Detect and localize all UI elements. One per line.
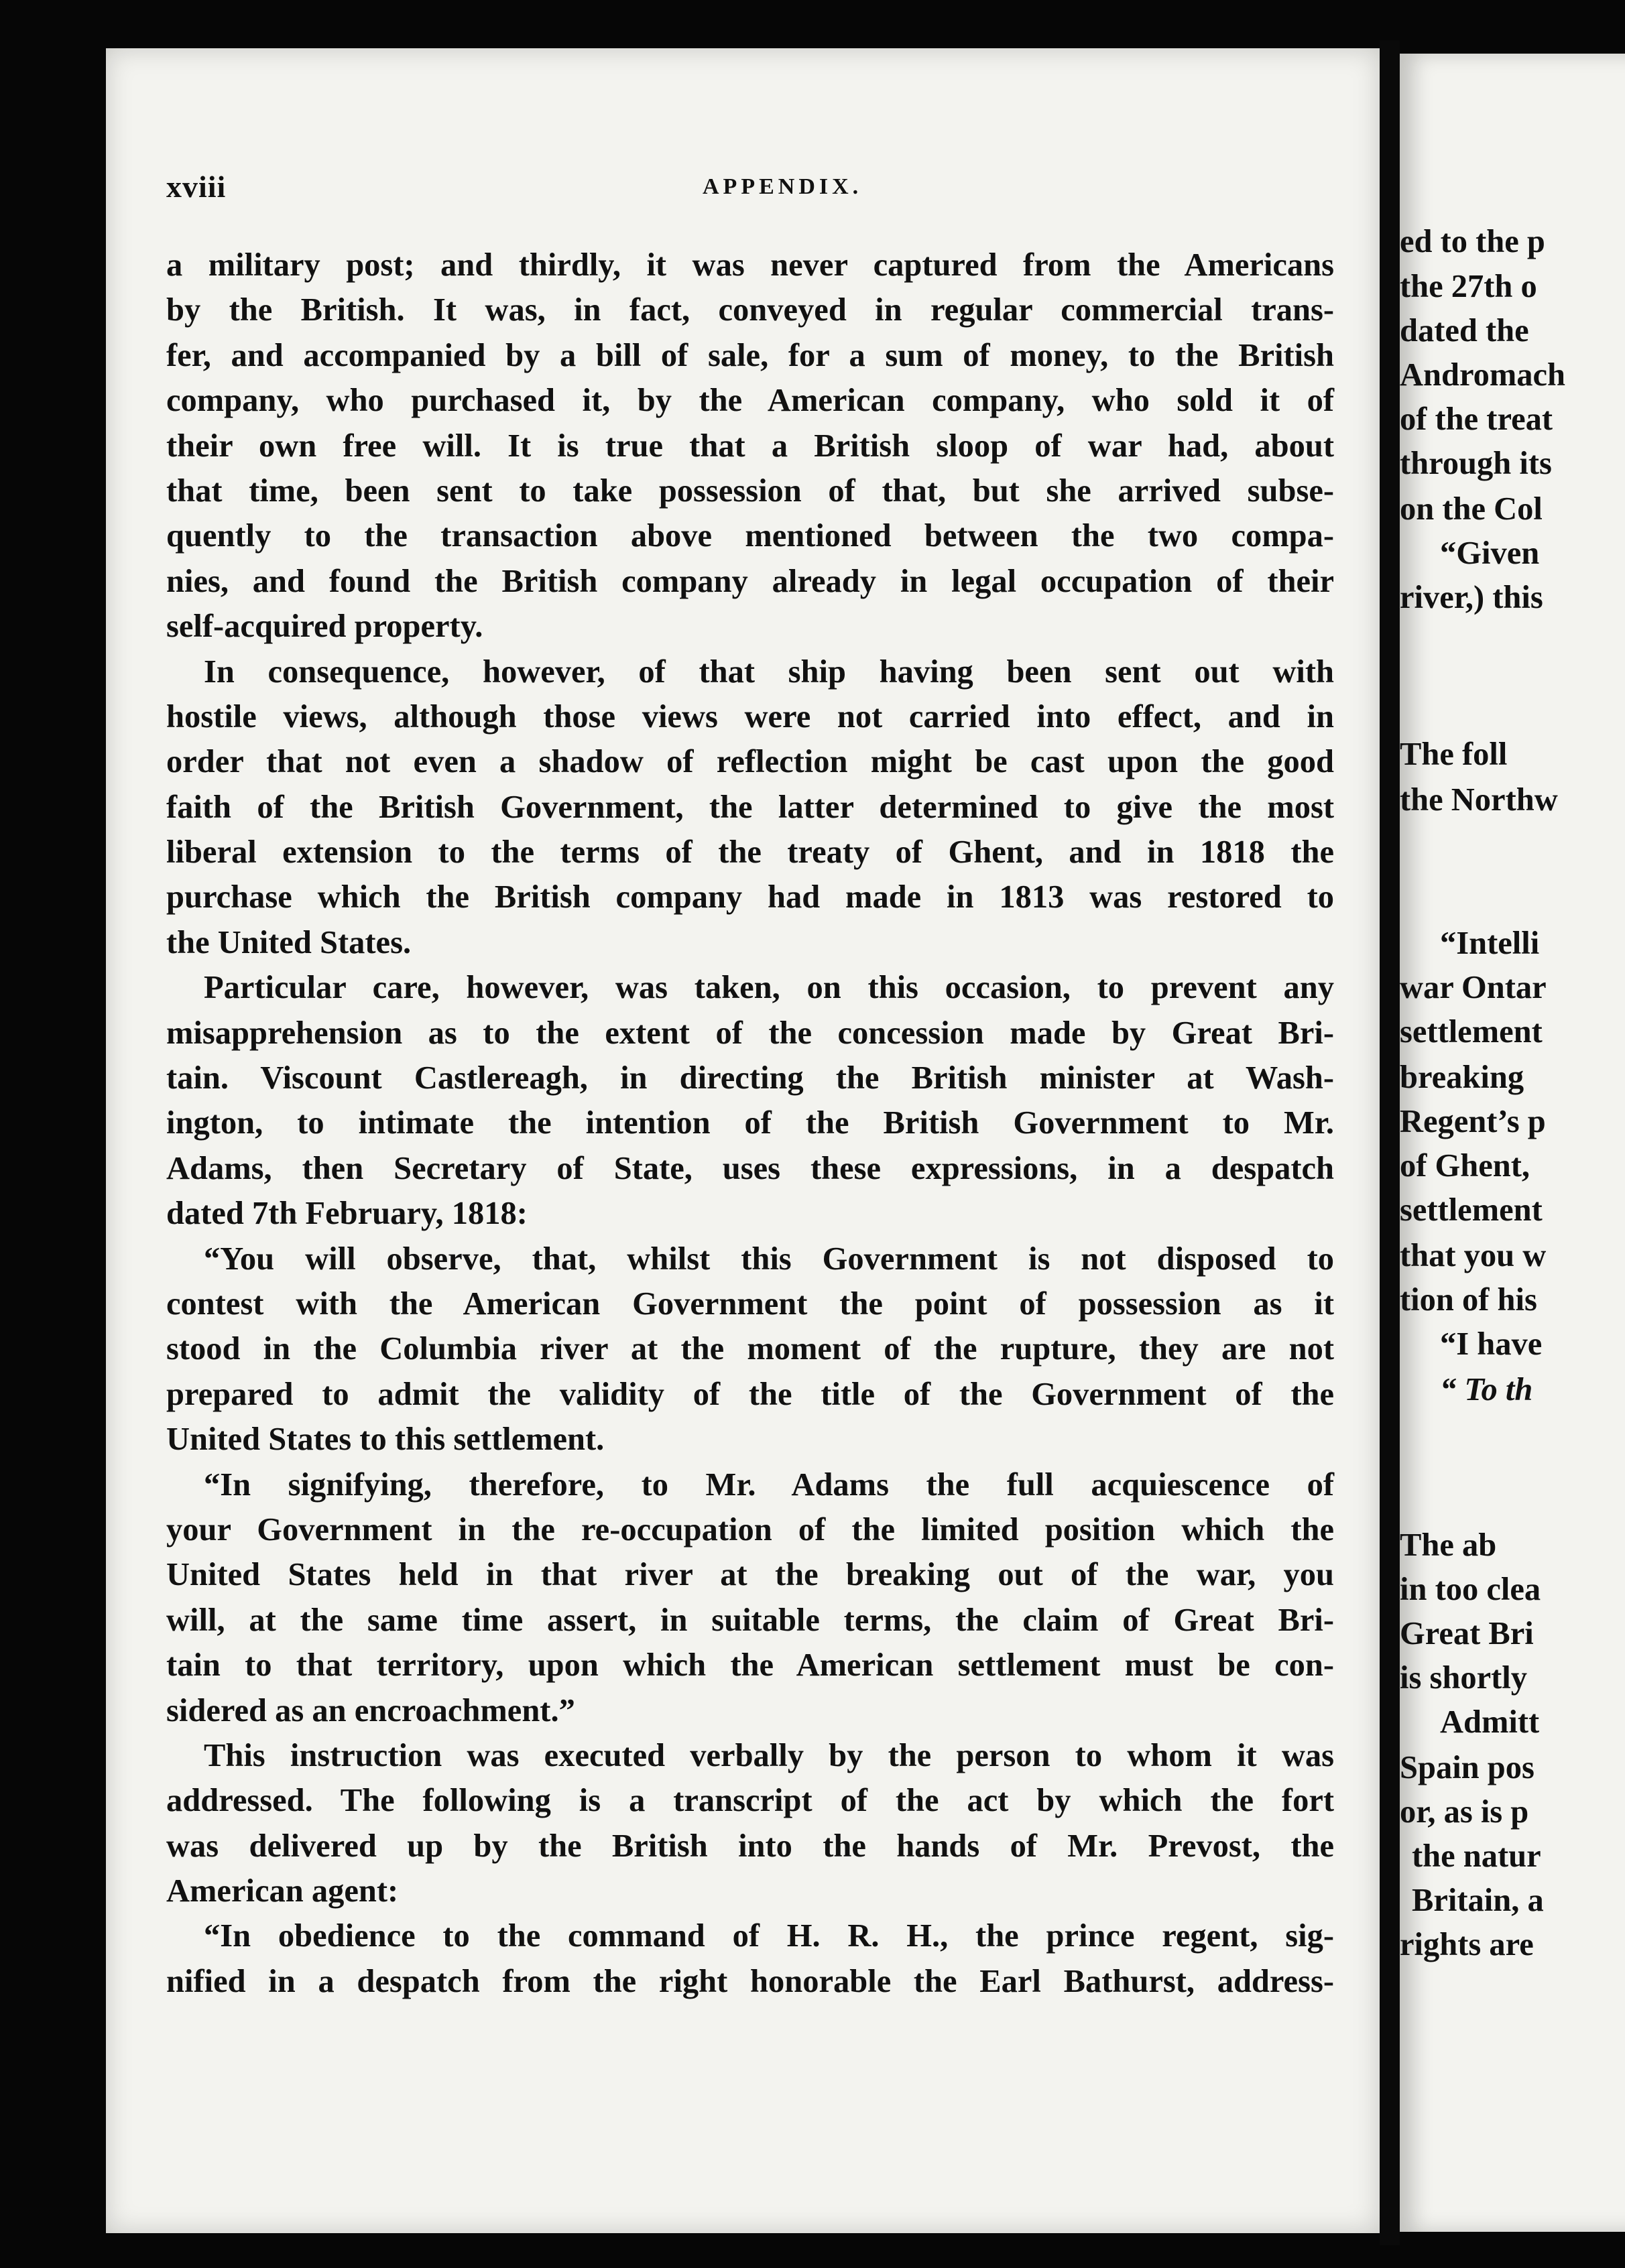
text-line: In consequence, however, of that ship having been sent out with <box>204 653 1334 690</box>
text-line: Particular care, however, was taken, on this occasion, to prevent any <box>204 970 1334 1006</box>
text-line: “In obedience to the command of H. R. H., the prince regent, sig- <box>204 1918 1334 1954</box>
text-line: dated 7th February, 1818: <box>166 1196 528 1232</box>
text-line: nified in a despatch from the right honorable the Earl Bathurst, address- <box>166 1963 1334 1999</box>
text-line: This instruction was executed verbally by the person to whom it was <box>204 1737 1334 1773</box>
text-fragment: river,) this <box>1400 580 1543 615</box>
text-line: American agent: <box>166 1873 399 1909</box>
text-fragment: “ To th <box>1440 1372 1533 1407</box>
text-fragment: the Northw <box>1400 782 1558 818</box>
text-line: stood in the Columbia river at the moment of the rupture, they are not <box>166 1331 1334 1367</box>
text-line: nies, and found the British company already in legal occupation of their <box>166 563 1334 599</box>
text-line: that time, been sent to take possession of that, but she arrived subse- <box>166 472 1334 509</box>
text-line: purchase which the British company had made in 1813 was restored to <box>166 879 1334 916</box>
text-fragment: ed to the p <box>1400 224 1545 259</box>
page-header <box>166 169 1625 209</box>
text-line: United States held in that river at the breaking out of the war, you <box>166 1557 1334 1593</box>
text-fragment: Andromach <box>1400 357 1566 393</box>
text-fragment: Regent’s p <box>1400 1104 1546 1139</box>
text-fragment: breaking <box>1400 1060 1524 1095</box>
page-number: xviii <box>166 170 227 204</box>
text-line: a military post; and thirdly, it was never captured from the Americans <box>166 247 1334 283</box>
text-line: company, who purchased it, by the American company, who sold it of <box>166 383 1334 419</box>
text-fragment: the natur <box>1412 1838 1541 1874</box>
text-fragment: “I have <box>1440 1326 1543 1362</box>
text-fragment: settlement <box>1400 1014 1543 1050</box>
text-line: contest with the American Government the point of possession as it <box>166 1285 1334 1322</box>
text-fragment: rights are <box>1400 1927 1534 1962</box>
text-fragment: through its <box>1400 446 1552 481</box>
text-fragment: war Ontar <box>1400 970 1547 1005</box>
text-fragment: “Given <box>1440 536 1540 571</box>
text-fragment: Admitt <box>1440 1704 1540 1740</box>
text-line: self-acquired property. <box>166 609 483 645</box>
text-fragment: The ab <box>1400 1527 1497 1563</box>
text-fragment: settlement <box>1400 1192 1543 1228</box>
text-fragment: Britain, a <box>1412 1883 1544 1918</box>
running-head: APPENDIX. <box>703 174 863 199</box>
book-gutter <box>1380 40 1400 2245</box>
text-fragment: of the treat <box>1400 401 1553 437</box>
text-line: misapprehension as to the extent of the concession made by Great Bri- <box>166 1015 1334 1051</box>
text-line: Adams, then Secretary of State, uses these expressions, in a despatch <box>166 1150 1334 1186</box>
text-line: the United States. <box>166 924 412 960</box>
text-fragment: tion of his <box>1400 1282 1537 1318</box>
text-line: sidered as an encroachment.” <box>166 1692 575 1728</box>
text-fragment: of Ghent, <box>1400 1148 1530 1184</box>
text-line: tain. Viscount Castlereagh, in directing the British minister at Wash- <box>166 1060 1334 1096</box>
right-page <box>1400 54 1625 2232</box>
text-fragment: Great Bri <box>1400 1616 1534 1651</box>
text-fragment: or, as is p <box>1400 1794 1529 1830</box>
text-fragment: “Intelli <box>1440 926 1540 961</box>
text-fragment: Spain pos <box>1400 1750 1534 1785</box>
text-line: “You will observe, that, whilst this Government is not disposed to <box>204 1241 1334 1277</box>
text-fragment: dated the <box>1400 313 1529 349</box>
text-fragment: The foll <box>1400 737 1508 772</box>
text-fragment: in too clea <box>1400 1572 1541 1607</box>
text-line: was delivered up by the British into the hands of Mr. Prevost, the <box>166 1828 1334 1864</box>
text-fragment: on the Col <box>1400 491 1543 527</box>
text-line: your Government in the re-occupation of the limited position which the <box>166 1511 1334 1548</box>
text-line: will, at the same time assert, in suitable terms, the claim of Great Bri- <box>166 1602 1334 1638</box>
text-line: United States to this settlement. <box>166 1422 605 1458</box>
text-line: “In signifying, therefore, to Mr. Adams the full acquiescence of <box>204 1466 1334 1503</box>
text-fragment: that you w <box>1400 1238 1547 1273</box>
text-line: tain to that territory, upon which the American settlement must be con- <box>166 1647 1334 1684</box>
text-line: quently to the transaction above mentioned between the two compa- <box>166 518 1334 554</box>
text-fragment: the 27th o <box>1400 269 1537 304</box>
text-line: ington, to intimate the intention of the British Government to Mr. <box>166 1105 1334 1141</box>
text-line: their own free will. It is true that a British sloop of war had, about <box>166 428 1334 464</box>
text-line: hostile views, although those views were not carried into effect, and in <box>166 698 1334 735</box>
text-line: order that not even a shadow of reflection might be cast upon the good <box>166 744 1334 780</box>
text-line: fer, and accompanied by a bill of sale, for a sum of money, to the British <box>166 337 1334 373</box>
text-line: by the British. It was, in fact, conveyed in regular commercial trans- <box>166 292 1334 328</box>
text-line: faith of the British Government, the latter determined to give the most <box>166 789 1334 825</box>
text-fragment: is shortly <box>1400 1660 1527 1696</box>
text-line: prepared to admit the validity of the title of the Government of the <box>166 1376 1334 1412</box>
text-line: addressed. The following is a transcript of the act by which the fort <box>166 1783 1334 1819</box>
body-text <box>166 243 1334 2004</box>
text-line: liberal extension to the terms of the treaty of Ghent, and in 1818 the <box>166 834 1334 871</box>
